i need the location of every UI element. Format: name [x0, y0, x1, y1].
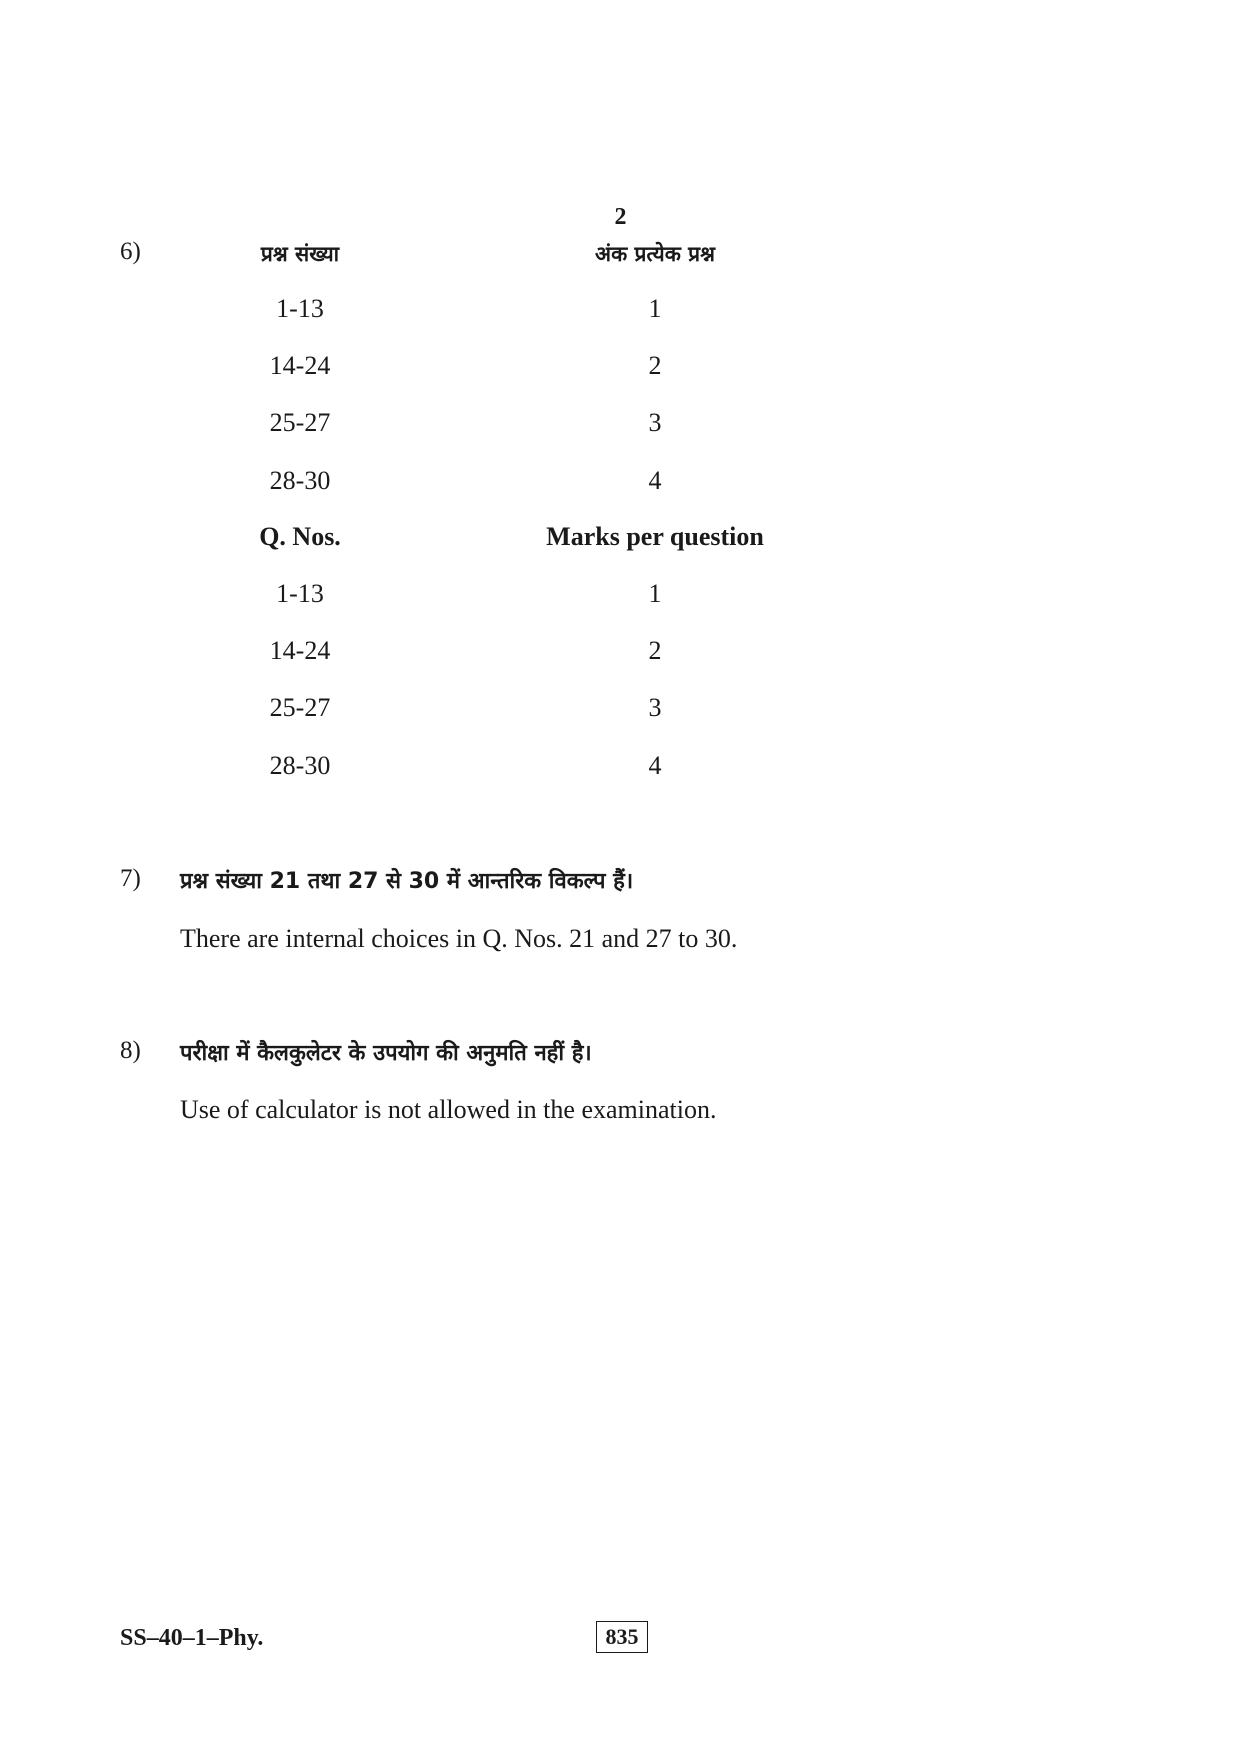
hindi-row-qnos: 1-13 — [276, 294, 324, 323]
english-header-qnos: Q. Nos. — [259, 522, 341, 551]
footer-page-code: 835 — [596, 1621, 648, 1653]
hindi-row-marks: 2 — [648, 351, 662, 380]
hindi-row-marks: 1 — [648, 294, 662, 323]
hindi-row-qnos: 25-27 — [269, 408, 331, 437]
item-7-number: 7) — [120, 865, 141, 892]
english-row-marks: 3 — [648, 693, 662, 722]
item-8-hindi: परीक्षा में कैलकुलेटर के उपयोग की अनुमति नहीं है। — [180, 1041, 592, 1066]
hindi-row-marks: 3 — [648, 408, 662, 437]
item-6-number: 6) — [120, 238, 141, 265]
item-7-english: There are internal choices in Q. Nos. 21 and 27 to 30. — [180, 924, 738, 953]
english-row-qnos: 1-13 — [276, 579, 324, 608]
hindi-header-marks: अंक प्रत्येक प्रश्न — [595, 242, 715, 266]
hindi-row-marks: 4 — [648, 466, 662, 495]
english-row-marks: 1 — [648, 579, 662, 608]
item-8-number: 8) — [120, 1037, 141, 1064]
english-row-marks: 2 — [648, 636, 662, 665]
english-row-qnos: 14-24 — [269, 636, 331, 665]
hindi-header-qnos: प्रश्न संख्या — [260, 242, 340, 266]
page-number: 2 — [614, 204, 627, 230]
hindi-row-qnos: 28-30 — [269, 466, 331, 495]
english-row-qnos: 28-30 — [269, 751, 331, 780]
english-header-marks: Marks per question — [546, 522, 764, 551]
item-7-hindi: प्रश्न संख्या 21 तथा 27 से 30 में आन्तरिक विकल्प हैं। — [180, 869, 634, 894]
item-8-english: Use of calculator is not allowed in the examination. — [180, 1095, 717, 1124]
english-row-qnos: 25-27 — [269, 693, 331, 722]
hindi-row-qnos: 14-24 — [269, 351, 331, 380]
english-row-marks: 4 — [648, 751, 662, 780]
footer-code: SS–40–1–Phy. — [120, 1625, 264, 1651]
